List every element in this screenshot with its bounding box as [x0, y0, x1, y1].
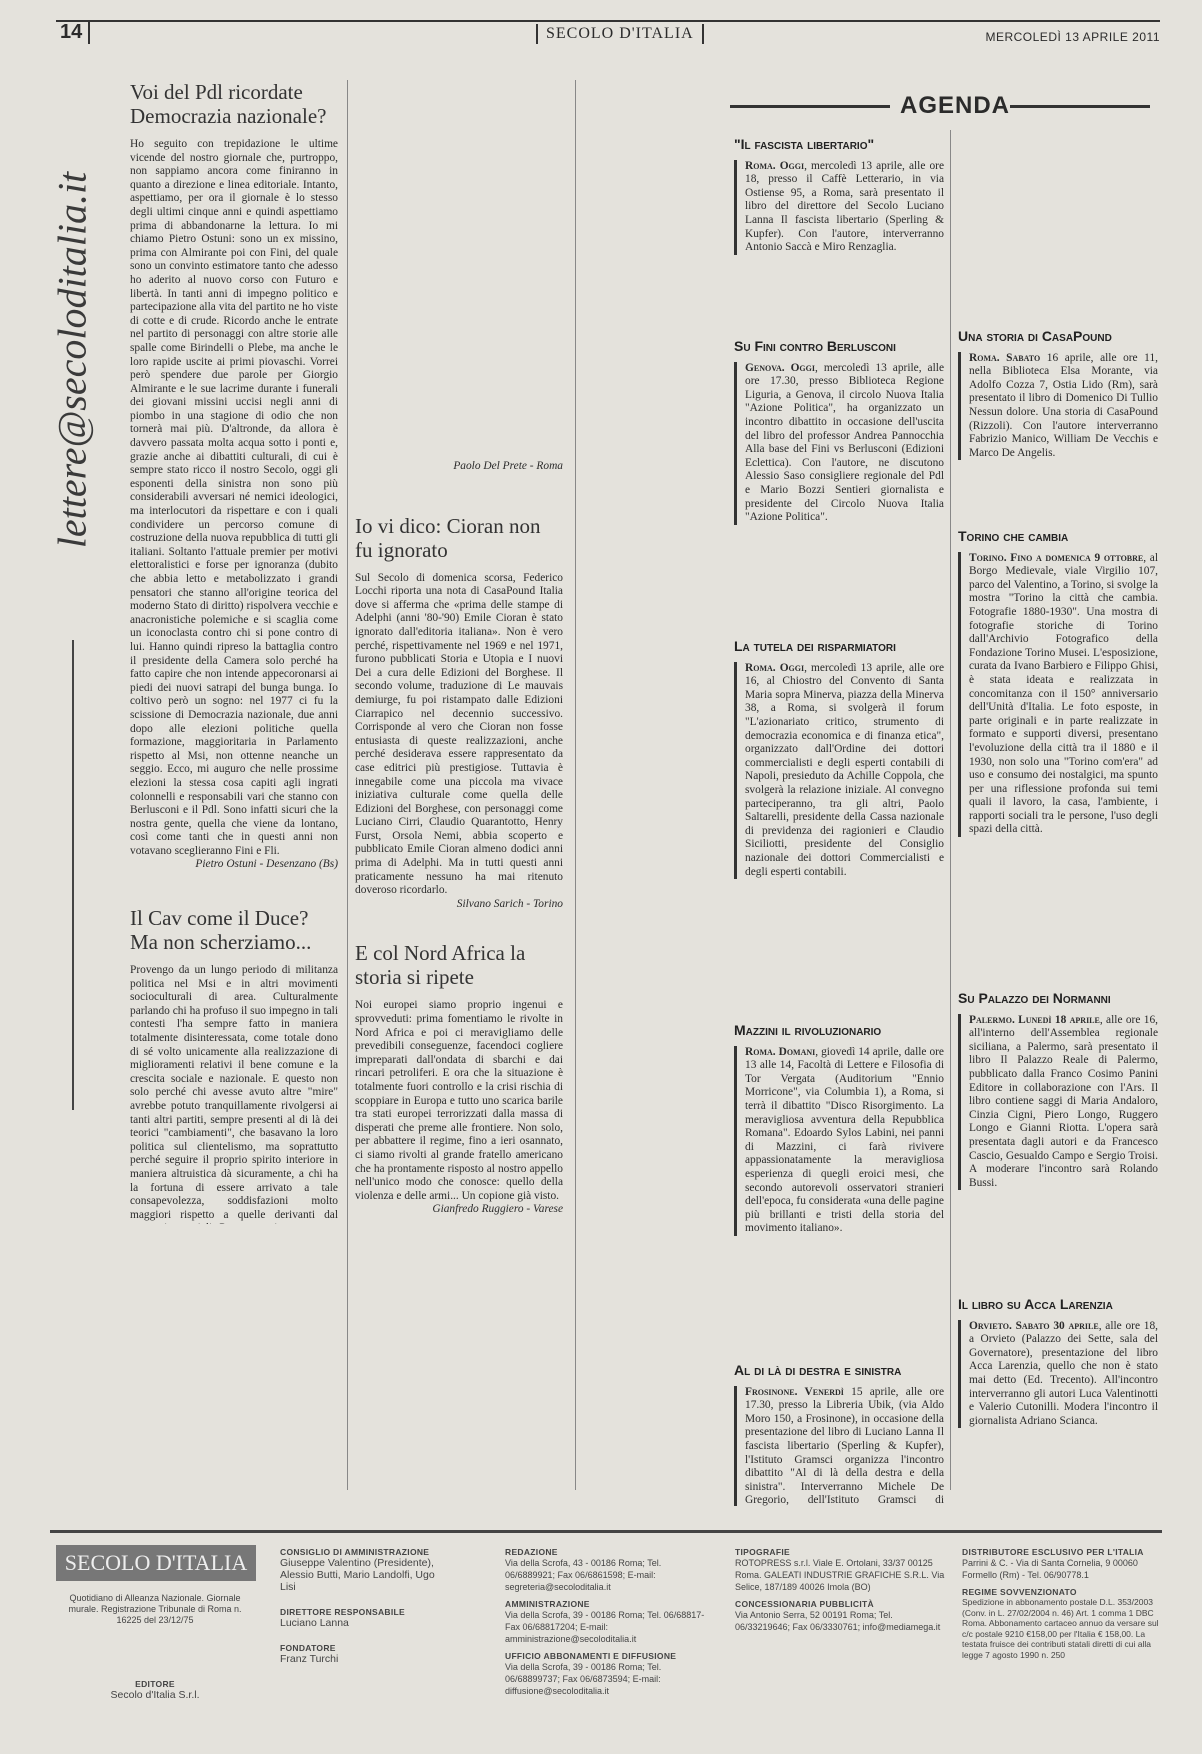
- agenda-item-lead: Roma. Oggi: [745, 159, 805, 172]
- letter-title: Voi del Pdl ricordate Democrazia nazionale?: [130, 80, 327, 128]
- agenda-item-lead: Roma. Domani: [745, 1045, 816, 1058]
- footer-value: Via Antonio Serra, 52 00191 Roma; Tel. 06/33219646; Fax 06/3330761; info@mediamega.it: [735, 1610, 941, 1632]
- agenda-item: [734, 1024, 944, 1236]
- footer-value: Franz Turchi: [280, 1653, 339, 1665]
- agenda-item: [958, 330, 1158, 460]
- agenda-item: [958, 530, 1158, 837]
- footer-value: Spedizione in abbonamento postale D.L. 353/2003 (Conv. in L. 27/02/2004 n. 46) Art. 1 comma 1 DBC Roma. Abbonamento cartaceo annuo da versare sul c/c postale 9210 €158,00 per l'Italia € 158,00. La testata fruisce dei contributi statali diretti di cui alla legge 7 agosto 1990 n. 250: [962, 1597, 1159, 1660]
- page-number: 14: [56, 20, 90, 44]
- agenda-item-title: Al di là di destra e sinistra: [734, 1362, 902, 1378]
- letter-title: Il Cav come il Duce? Ma non scherziamo...: [130, 906, 312, 955]
- footer-label: REGIME SOVVENZIONATO: [962, 1587, 1077, 1597]
- agenda-item: [958, 1298, 1158, 1428]
- footer-logo: SECOLO D'ITALIA: [56, 1545, 256, 1581]
- footer-value: ROTOPRESS s.r.l. Viale E. Ortolani, 33/37 00125 Roma. GALEATI INDUSTRIE GRAFICHE S.R.L. Via Selice, 187/189 40026 Imola (BO): [735, 1558, 945, 1592]
- footer-label: REDAZIONE: [505, 1547, 558, 1557]
- column-rule: [347, 80, 348, 1490]
- footer-value: Giuseppe Valentino (Presidente), Alessio Butti, Mario Landolfi, Ugo Lisi: [280, 1557, 435, 1593]
- agenda-item-text: , mercoledì 13 aprile, alle ore 16, al Chiostro del Convento di Santa Maria sopra Minerva, piazza della Minerva 38, a Roma, si svolgerà il forum "L'azionariato critico, strumento di democrazia economica e di finanza etica", organizzato dall'Ordine dei dottori commercialisti e degli esperti contabili di Napoli, presieduto da Achille Coppola, che svolgerà la relazione iniziale. Al convegno parteciperanno, tra gli altri, Paolo Saltarelli, presidente della Cassa nazionale di previdenza dei ragionieri e Claudio Siciliotti, presidente del Consiglio nazionale dei dottori Commercialisti e degli esperti contabili.: [745, 661, 944, 878]
- agenda-item: [734, 640, 944, 879]
- footer-label: DIRETTORE RESPONSABILE: [280, 1607, 405, 1617]
- footer-value: Via della Scrofa, 43 - 00186 Roma; Tel. 06/6889921; Fax 06/6861598; E-mail: segreteria@secoloditalia.it: [505, 1558, 662, 1592]
- agenda-item-text: , giovedì 14 aprile, dalle ore 13 alle 14, Facoltà di Lettere e Filosofia di Tor Vergata (Auditorium "Ennio Morricone", via Columbia 1), a Roma, si terrà il dibattito "Disco Risorgimento. La meravigliosa avventura della Repubblica Romana". Edoardo Sylos Labini, nei panni di Mazzini, ci farà rivivere appassionatamente la meravigliosa esperienza di quegli eroici mesi, che secondo autorevoli osservatori stranieri dell'epoca, fu considerata «una delle pagine più brillanti e tristi della storia del movimento italiano».: [745, 1045, 944, 1235]
- letter-signature: Paolo Del Prete - Roma: [453, 460, 563, 472]
- agenda-title: AGENDA: [900, 92, 1011, 119]
- agenda-item-title: Torino che cambia: [958, 528, 1069, 544]
- agenda-item-text: , alle ore 16, all'interno dell'Assemblea regionale siciliana, a Palermo, sarà presentato il libro Il Palazzo Reale di Palermo, pubblicato dalla Franco Cosimo Panini Editore in collaborazione con l'Ars. Il libro contiene saggi di Maria Andaloro, Cinzia Cigni, Piero Longo, Ruggero Longo e Gianni Riotta. L'opera sarà presentata dagli autori e da Francesco Cascio, Gesualdo Campo e Sergio Troisi. A moderare l'incontro sarà Rolando Bussi.: [969, 1013, 1158, 1189]
- letter-body: Sul Secolo di domenica scorsa, Federico Locchi riporta una nota di CasaPound Italia dove si afferma che «prima delle stampe di Adelphi (anni '80-'90) Emile Cioran è stato ignorato dall'editoria italiana». Non è vero perché, rispettivamente nel 1969 e nel 1971, furono pubblicati Storia e Utopia e I nuovi Dei a cura delle Edizioni del Borghese. Il secondo volume, traduzione di Le mauvais demiurge, fu poi ristampato dalle Edizioni Ciarrapico nel decennio successivo. Corrisponde al vero che Cioran non fosse entusiasta di queste realizzazioni, anche perché desiderava essere rappresentato da case editrici più prestigiose. Tuttavia è innegabile come una piccola ma vivace iniziativa culturale come quella delle Edizioni del Borghese, con personaggi come Luciano Cirri, Claudio Quarantotto, Henry Furst, Orsola Nemi, abbia scoperto e pubblicato Emile Cioran almeno dodici anni prima di Adelphi. Ma in tutti questi anni praticamente nessuno ha mai ritenuto doveroso ricordarlo.: [355, 571, 563, 897]
- agenda-item-text: , mercoledì 13 aprile, alle ore 17.30, presso Biblioteca Regione Liguria, a Genova, il circolo Nuova Italia "Azione Politica", ha organizzato un incontro dibattito in occasione dell'uscita del libro del professor Andrea Pannocchia Alla base del Fini vs Berlusconi (Edizioni Eclettica). Con l'autore, ne discutono Alessio Saso consigliere regionale del Pdl e Mario Bozzi Sentieri giornalista e presidente del Circolo Nuova Italia "Azione Politica".: [745, 361, 944, 524]
- letter-signature: Silvano Sarich - Torino: [456, 897, 563, 910]
- letters-email: lettere@secoloditalia.it: [49, 171, 95, 549]
- footer-subtitle: Quotidiano di Alleanza Nazionale. Giornale murale. Registrazione Tribunale di Roma n. 16225 del 23/12/75: [68, 1593, 242, 1625]
- agenda-item-title: Su Palazzo dei Normanni: [958, 990, 1111, 1006]
- agenda-item-title: Mazzini il rivoluzionario: [734, 1022, 882, 1038]
- agenda-item-text: 16 aprile, alle ore 11, nella Biblioteca Elsa Morante, via Adolfo Cozza 7, Ostia Lido (Rm), sarà presentato il libro di Domenico Di Tullio Nessun dolore. Una storia di CasaPound (Rizzoli). Con l'autore interverranno Fabrizio Manico, William De Vecchis e Marco De Angelis.: [969, 351, 1158, 459]
- masthead: SECOLO D'ITALIA: [536, 24, 704, 44]
- footer-label: CONSIGLIO DI AMMINISTRAZIONE: [280, 1547, 430, 1557]
- footer-label: CONCESSIONARIA PUBBLICITÀ: [735, 1599, 874, 1609]
- footer-label: UFFICIO ABBONAMENTI E DIFFUSIONE: [505, 1651, 677, 1661]
- letter-title: E col Nord Africa la storia si ripete: [355, 941, 526, 990]
- letter-body: Noi europei siamo proprio ingenui e sprovveduti: prima fomentiamo le rivolte in Nord Africa e poi ci meravigliamo delle prevedibili conseguenze, facendoci cogliere impreparati dall'ondata di sbarchi e dai rincari petroliferi. E ora che la situazione è totalmente fuori controllo e la crisi rischia di scoppiare in Europa e tutto uno scarica barile tra stati europei terrorizzati dalla massa di disperati che preme alle frontiere. Non solo, per abbattere il regime, fino a ieri osannato, ci siamo rivolti al grande fratello americano che ha prontamente risposto al nostro appello nell'unico modo che conosce: quello della violenza e delle armi... Un copione già visto.: [355, 999, 563, 1202]
- rule: [1010, 105, 1150, 108]
- agenda-item-lead: Palermo. Lunedì 18 aprile: [969, 1013, 1100, 1026]
- issue-date: MERCOLEDÌ 13 APRILE 2011: [985, 30, 1160, 44]
- agenda-item-lead: Roma. Oggi: [745, 661, 805, 674]
- footer-label: AMMINISTRAZIONE: [505, 1599, 590, 1609]
- letters-column-2: [355, 80, 563, 1217]
- footer-value: Luciano Lanna: [280, 1617, 349, 1629]
- agenda-item-text: 15 aprile, alle ore 17.30, presso la Libreria Ubik, (via Aldo Moro 150, a Frosinone), in occasione della presentazione del libro di Luciano Lanna Il fascista libertario (Sperling & Kupfer), l'Istituto Gramsci organizza l'incontro dibattito "Al di là della destra e della sinistra". Interverranno Michele De Gregorio, dell'Istituto Gramsci di: [745, 1385, 944, 1506]
- agenda-item-title: Il libro su Acca Larenzia: [958, 1296, 1113, 1312]
- agenda-item-title: Su Fini contro Berlusconi: [734, 338, 896, 354]
- letter-signature: Pietro Ostuni - Desenzano (Bs): [195, 858, 338, 871]
- footer-value: Via della Scrofa, 39 - 00186 Roma; Tel. 06/68899737; Fax 06/6873594; E-mail: diffusione@secoloditalia.it: [505, 1662, 662, 1696]
- agenda-item-lead: Torino. Fino a domenica 9 ottobre: [969, 551, 1144, 564]
- letter-body: Provengo da un lungo periodo di militanza politica nel Msi e in altri movimenti socioculturali di area. Culturalmente parlando chi ha profuso il suo impegno in tali contesti l'ha sempre fatto in maniera totalmente disinteressata, come totale dono di sé volto unicamente alla realizzazione di miglioramenti relativi il bene comune e la crescita sociale e nazionale. E questo non solo perché chi avesse avuto altre "mire" avrebbe potuto tranquillamente rivolgersi ai tanti altri partiti, sempre presenti al di là dei teorici "cambiamenti", che basavano la loro politica sul clientelismo, ma soprattutto perché seguire il proprio spirito interiore in maniera altruistica dà sicuramente, a chi ha la fortuna di essere arrivato a tale consapevolezza, soddisfazioni molto maggiori rispetto a quelle derivanti dal: [130, 964, 338, 1221]
- agenda-heading: [730, 92, 1150, 122]
- letters-column-1: [130, 80, 338, 1224]
- letter-body: Ho seguito con trepidazione le ultime vicende del nostro giornale che, purtroppo, non sappiamo ancora come finiranno in quanto a direzione e linea editoriale. Intanto, aspettiamo, per ora il giornale è lo stesso degli ultimi cinque anni e quindi aspettiamo prima di abbandonarne la lettura. Io mi chiamo Pietro Ostuni: sono un ex missino, prima con Almirante poi con Fini, del quale sono un convinto estimatore tanto che adesso ho aderito al nuovo corso con Futuro e libertà. In tanti anni di impegno politico e partecipazione alla vita del partito ne ho viste di cotte e di crude. Ricordo anche le entrate nel partito di personaggi con altre storie alle spalle come Birindelli o Plebe, ma anche le loro rapide uscite ai primi piovaschi. Vorrei però spendere due parole per Giorgio Almirante e le sue lacrime durante i funerali dei giovani missini uccisi negli anni di piombo in una stagione di odio che non tornerà mai più. D'altronde, da allora è davvero passata molta acqua sotto i ponti e, grazie anche ai dibattiti culturali, di cui è sempre stato ricco il nostro Secolo, oggi gli esponenti della sinistra non sono più considerabili avversari né nemici ideologici, ma interlocutori da rispettare e con i quali condividere un percorso comune di costruzione della nuova repubblica di tutti gli italiani. Soltanto l'attuale premier per motivi elettoralistici e forse per ignoranza (dubito che abbia letto e metabolizzato i grandi pensatori che stanno all'origine teorica del moderno Stato di diritto) rispolvera vecchie e anacronistiche polemiche e si scaglia come un iconoclasta contro chi si pone contro di lui. Hanno quindi ripreso la battaglia contro il presidente della Camera solo perché ha fatto capire che non intende appecoronarsi ai piedi dei nuovi satrapi del bunga bunga. Io coltivo però un sogno: nel 1977 ci fu la scissione di Democrazia nazionale, due anni dopo alle elezioni politiche quella formazione, maggioritaria in Parlamento rispetto al Msi, non ottenne neanche un seggio. Ecco, mi auguro che nelle prossime elezioni la stessa cosa capiti agli ingrati colonnelli e responsabili vari che stanno con Berlusconi e il Pdl. Sono infatti sicuri che la nostra gente, quella che viene da lontano, così come tanti che in questi anni non votavano sceglieranno Fini e Fli.: [130, 138, 338, 857]
- agenda-item-title: "Il fascista libertario": [734, 136, 875, 152]
- footer-label: TIPOGRAFIE: [735, 1547, 790, 1557]
- column-rule: [950, 130, 951, 1490]
- agenda-item-lead: Frosinone. Venerdì: [745, 1385, 844, 1398]
- agenda-item-lead: Genova. Oggi: [745, 361, 815, 374]
- divider: [72, 640, 74, 1110]
- agenda-item-text: , mercoledì 13 aprile, alle ore 18, presso il Caffè Letterario, in via Ostiense 95, a Roma, sarà presentato il libro del direttore del Secolo Luciano Lanna Il fascista libertario (Sperling & Kupfer). Con l'autore, interverranno Antonio Saccà e Miro Renzaglia.: [745, 159, 944, 254]
- agenda-item: [958, 992, 1158, 1190]
- rule: [730, 105, 890, 108]
- letter-title: Io vi dico: Cioran non fu ignorato: [355, 513, 541, 562]
- agenda-item: [734, 138, 944, 255]
- colophon: [50, 1530, 1162, 1733]
- column-rule: [575, 80, 576, 1490]
- agenda-item-title: La tutela dei risparmiatori: [734, 638, 896, 654]
- footer-label: EDITORE: [135, 1679, 175, 1689]
- footer-label: DISTRIBUTORE ESCLUSIVO PER L'ITALIA: [962, 1547, 1144, 1557]
- agenda-item: [734, 340, 944, 525]
- footer-value: Secolo d'Italia S.r.l.: [110, 1689, 200, 1701]
- page-header: [56, 20, 1160, 48]
- agenda-item-title: Una storia di CasaPound: [958, 328, 1112, 344]
- agenda-item-text: , alle ore 18, a Orvieto (Palazzo dei Sette, sala del Governatore), presentazione del libro Acca Larenzia, quello che non è stato mai detto (Ed. Trecento). All'incontro interverranno gli autori Luca Valentinotti e Valerio Cutonilli. Modera l'incontro il giornalista Adriano Scianca.: [969, 1319, 1158, 1427]
- footer-label: FONDATORE: [280, 1643, 336, 1653]
- footer-value: Parrini & C. - Via di Santa Cornelia, 9 00060 Formello (Rm) - Tel. 06/90778.1: [962, 1558, 1138, 1580]
- agenda-item-lead: Orvieto. Sabato 30 aprile: [969, 1319, 1099, 1332]
- letter-signature: Gianfredo Ruggiero - Varese: [432, 1203, 563, 1216]
- agenda-item: [734, 1364, 944, 1506]
- footer-value: Via della Scrofa, 39 - 00186 Roma; Tel. 06/68817- Fax 06/68817204; E-mail: amministrazione@secoloditalia.it: [505, 1610, 705, 1644]
- agenda-item-lead: Roma. Sabato: [969, 351, 1041, 364]
- agenda-item-text: , al Borgo Medievale, viale Virgilio 107, parco del Valentino, a Torino, si svolge la mostra "Torino la città che cambia. Fotografie 1880-1930". Una mostra di fotografie storiche di Torino dall'Archivio Fotografico della Fondazione Torino Musei. L'esposizione, curata da Ivano Barbiero e Filippo Ghisi, è stata ideata e realizzata in concomitanza con il 150° anniversario dell'Unità d'Italia. Le foto esposte, in parte originali e in parte realizzate in formato e supporti diversi, presentano l'evoluzione della città tra il 1880 e il 1930, non solo una "Torino com'era" ad uso e consumo dei nostalgici, ma spunto per una riflessione profonda sui temi quali il lavoro, la casa, l'ambiente, i rapporti sociali tra le persone, l'uso degli spazi della città.: [969, 551, 1158, 836]
